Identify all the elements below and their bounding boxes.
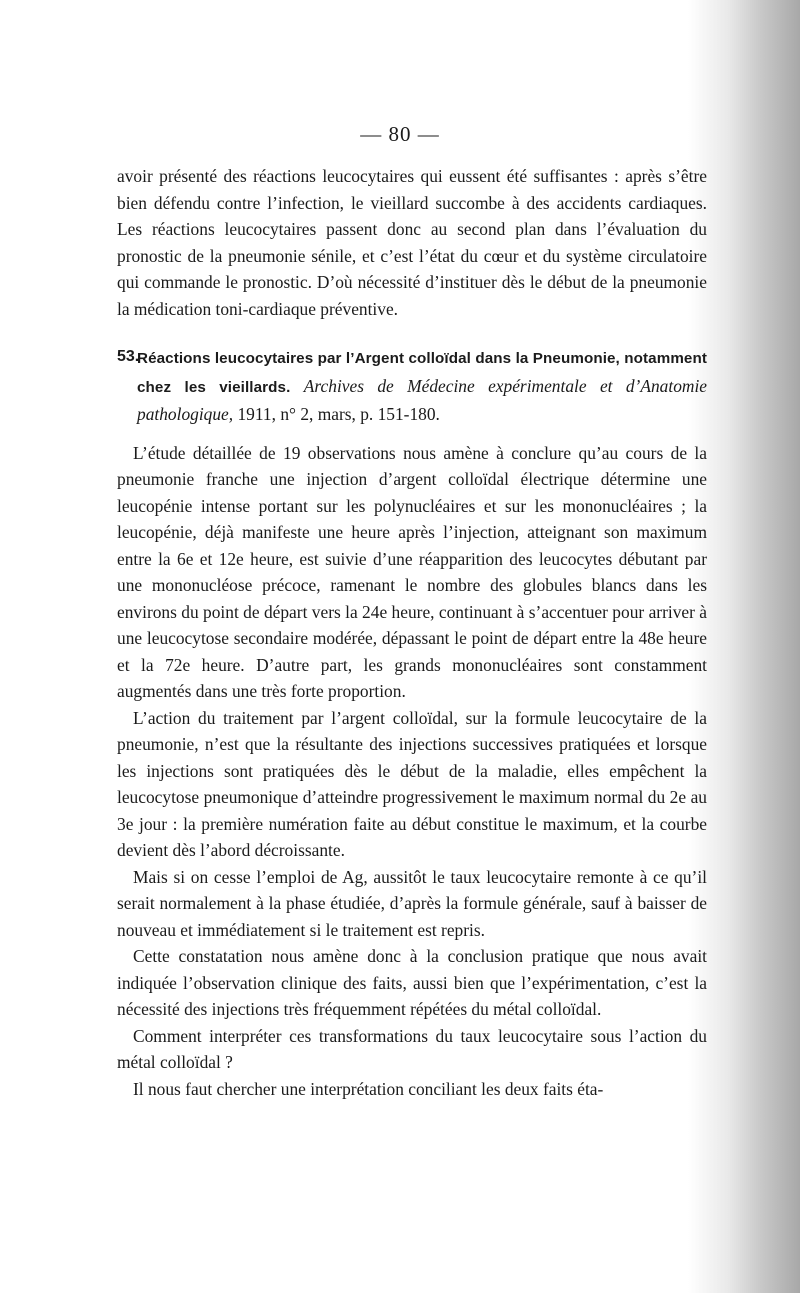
entry-citation: 1911, n° 2, mars, p. 151-180. [237, 404, 440, 424]
entry-title: Réactions leucocytaires par l’Argent colloïdal dans la Pneumonie, notamment chez les vieillards. [137, 350, 707, 396]
page-number: — 80 — [360, 122, 440, 146]
entry-journal: Archives de Médecine expérimentale et d’Anatomie pathologique, [137, 375, 707, 424]
body-text [117, 163, 707, 1102]
paragraph: Mais si on cesse l’emploi de Ag, aussitôt le taux leucocytaire remonte à ce qu’il serait normalement à la phase étudiée, d’après la formule générale, sauf à baisser de nouveau et immédiatement si le traitement est repris. [117, 866, 707, 940]
paragraph: Il nous faut chercher une interprétation conciliant les deux faits éta- [133, 1078, 604, 1099]
paragraph: L’étude détaillée de 19 observations nous amène à conclure qu’au cours de la pneumonie franche une injection d’argent colloïdal électrique détermine une leucopénie intense portant sur les polynucléaires et sur les mononucléaires ; la leucopénie, déjà manifeste une heure après l’injection, atteignant son maximum entre la 6e et 12e heure, est suivie d’une réapparition des leucocytes débutant par une mononucléose précoce, ramenant le nombre des globules blancs dans les environs du point de départ vers la 24e heure, continuant à s’accentuer pour arriver à une leucocytose secondaire modérée, dépassant le point de départ entre la 48e heure et la 72e heure. D’autre part, les grands mononucléaires sont constamment augmentés dans une très forte proportion. [117, 442, 707, 701]
paragraph: avoir présenté des réactions leucocytaires qui eussent été suffisantes : après s’être bien défendu contre l’infection, le vieillard succombe à des accidents cardiaques. Les réactions leucocytaires passent donc au second plan dans l’évaluation du pronostic de la pneumonie sénile, et c’est l’état du cœur et du système circulatoire qui commande le pronostic. D’où nécessité d’instituer dès le début de la pneumonie la médication toni-cardiaque préventive. [117, 166, 707, 319]
entry-number: 53. [117, 348, 140, 365]
paragraph: Comment interpréter ces transformations du taux leucocytaire sous l’action du métal colloïdal ? [117, 1025, 707, 1072]
paragraph: Cette constatation nous amène donc à la conclusion pratique que nous avait indiquée l’observation clinique des faits, aussi bien que l’expérimentation, c’est la nécessité des injections très fréquemment répétées du métal colloïdal. [117, 946, 707, 1019]
paragraph: L’action du traitement par l’argent colloïdal, sur la formule leucocytaire de la pneumonie, n’est que la résultante des injections successives pratiquées et lorsque les injections sont pratiquées dès le début de la maladie, elles empêchent la leucocytose pneumonique d’atteindre progressivement le maximum normal du 2e au 3e jour : la première numération faite au début constitue le maximum, et la courbe devient dès l’abord décroissante. [117, 707, 707, 860]
bibliography-entry [117, 344, 707, 428]
